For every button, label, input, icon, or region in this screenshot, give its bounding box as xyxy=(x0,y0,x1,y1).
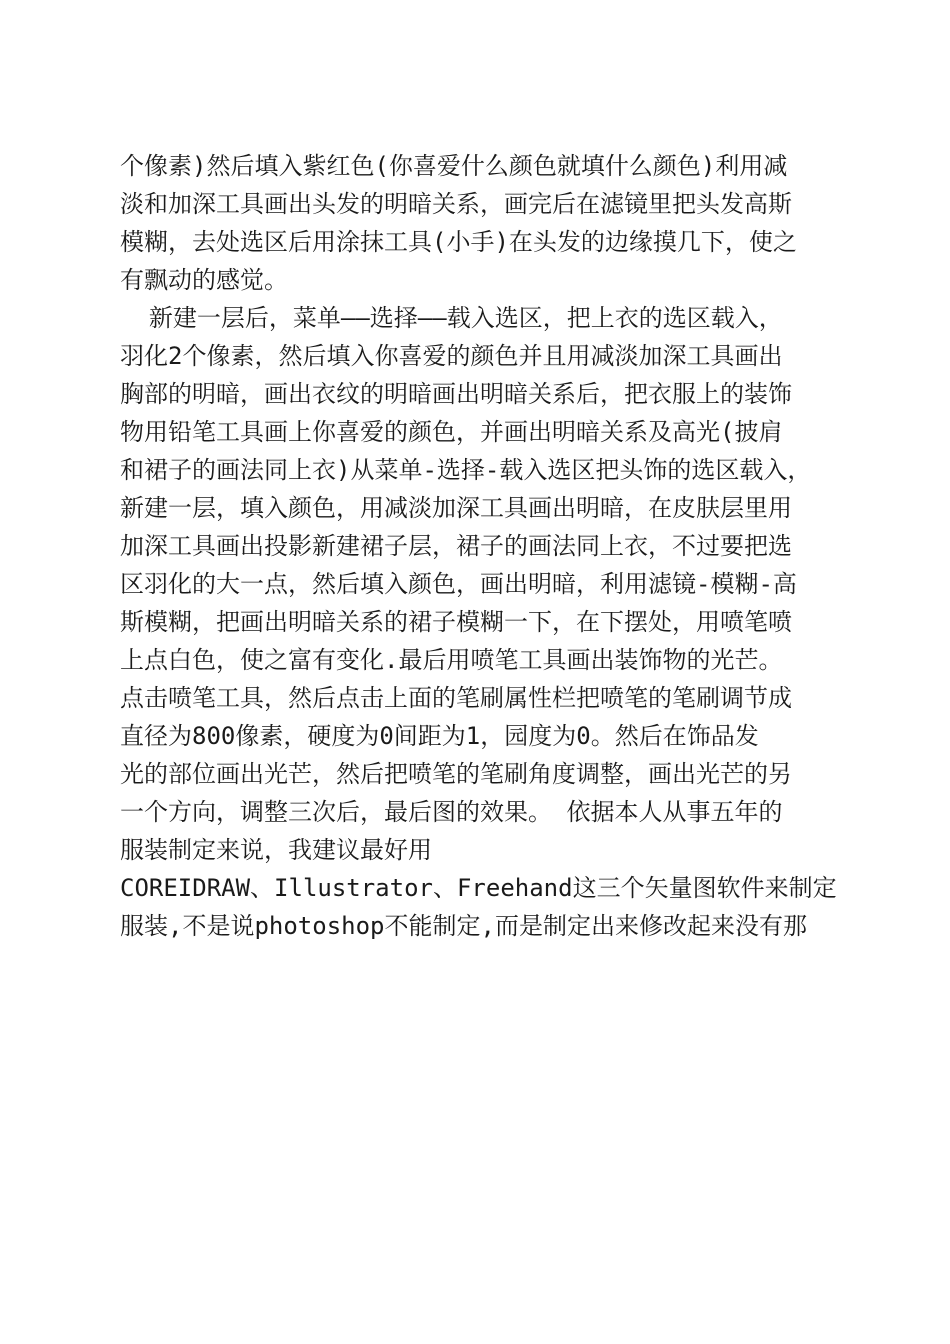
text-line: 点击喷笔工具，然后点击上面的笔刷属性栏把喷笔的笔刷调节成 xyxy=(120,684,792,712)
text-line: 服装,不是说photoshop不能制定,而是制定出来修改起来没有那 xyxy=(120,912,807,940)
text-line: 一个方向，调整三次后，最后图的效果。 依据本人从事五年的 xyxy=(120,798,783,826)
text-line: 淡和加深工具画出头发的明暗关系，画完后在滤镜里把头发高斯 xyxy=(120,190,792,218)
text-line: 上点白色，使之富有变化.最后用喷笔工具画出装饰物的光芒。 xyxy=(120,646,783,674)
text-line: 模糊，去处选区后用涂抹工具(小手)在头发的边缘摸几下，使之 xyxy=(120,228,797,256)
text-line: 胸部的明暗，画出衣纹的明暗画出明暗关系后，把衣服上的装饰 xyxy=(120,380,792,408)
body-text xyxy=(120,147,840,945)
text-line: 和裙子的画法同上衣)从菜单-选择-载入选区把头饰的选区载入， xyxy=(120,456,812,484)
text-line: 个像素)然后填入紫红色(你喜爱什么颜色就填什么颜色)利用减 xyxy=(120,152,788,180)
text-line: 直径为800像素，硬度为0间距为1，园度为0。然后在饰品发 xyxy=(120,722,759,750)
text-line: 加深工具画出投影新建裙子层，裙子的画法同上衣，不过要把选 xyxy=(120,532,792,560)
text-line: 新建一层，填入颜色，用减淡加深工具画出明暗，在皮肤层里用 xyxy=(120,494,792,522)
text-line: 服装制定来说，我建议最好用 xyxy=(120,836,432,864)
text-line: COREIDRAW、Illustrator、Freehand这三个矢量图软件来制定 xyxy=(120,874,837,902)
text-line: 区羽化的大一点，然后填入颜色，画出明暗，利用滤镜-模糊-高 xyxy=(120,570,797,598)
text-line: 光的部位画出光芒，然后把喷笔的笔刷角度调整，画出光芒的另 xyxy=(120,760,792,788)
text-line: 羽化2个像素，然后填入你喜爱的颜色并且用减淡加深工具画出 xyxy=(120,342,783,370)
text-line: 物用铅笔工具画上你喜爱的颜色，并画出明暗关系及高光(披肩 xyxy=(120,418,783,446)
text-line: 新建一层后，菜单——选择——载入选区，把上衣的选区载入， xyxy=(120,304,783,332)
text-line: 斯模糊，把画出明暗关系的裙子模糊一下，在下摆处，用喷笔喷 xyxy=(120,608,792,636)
text-line: 有飘动的感觉。 xyxy=(120,266,288,294)
